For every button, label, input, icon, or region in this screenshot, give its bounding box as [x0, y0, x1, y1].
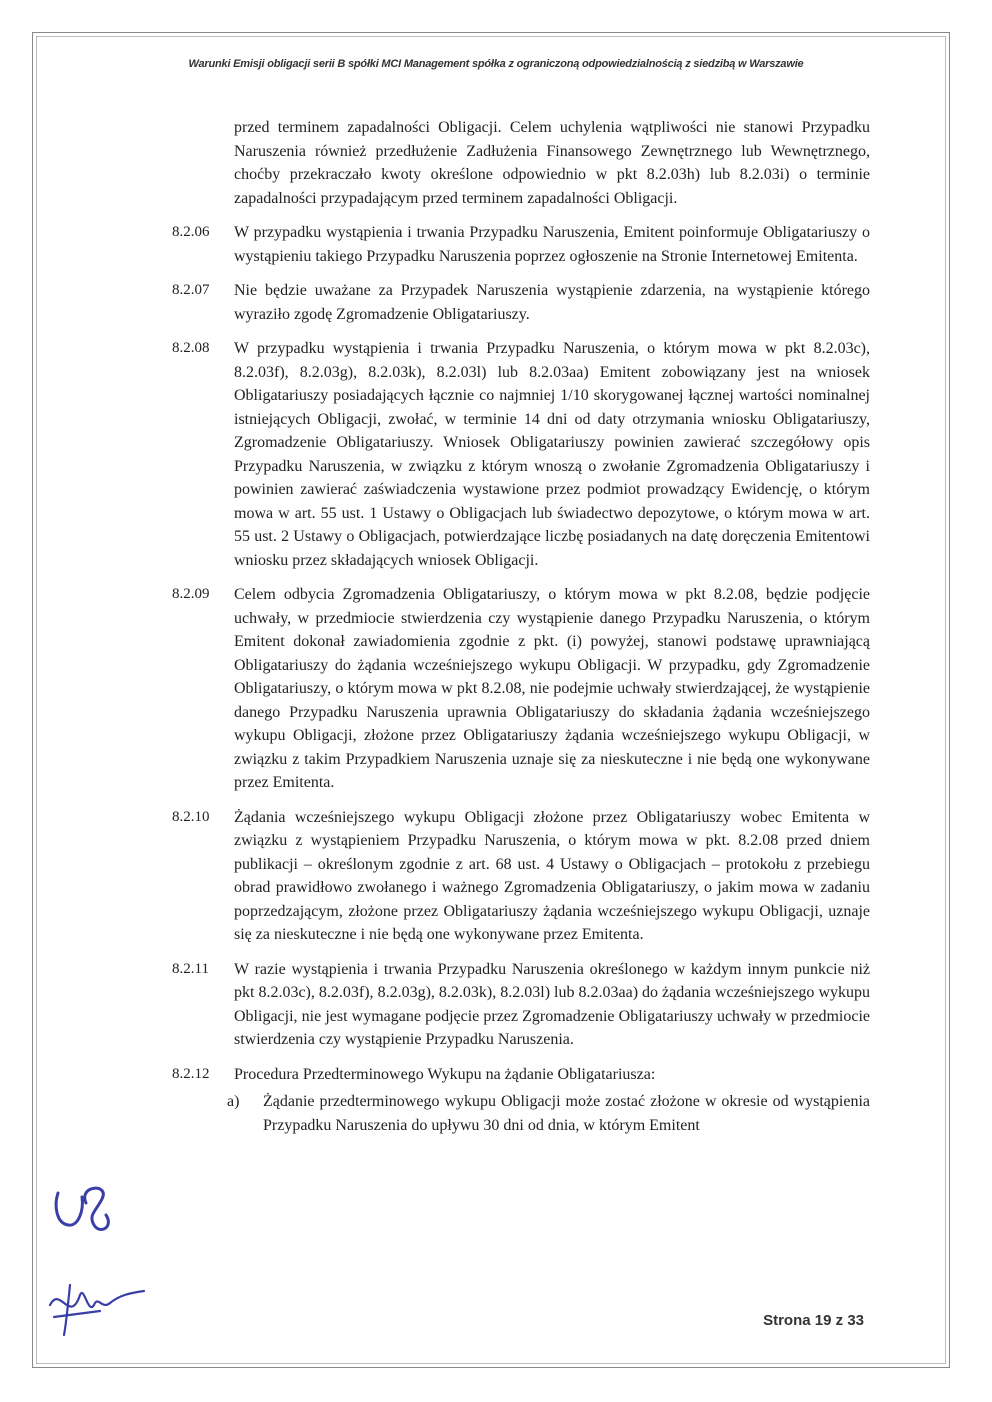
paragraph-number: 8.2.12 [172, 1065, 210, 1082]
paragraph-8-2-06 [172, 221, 870, 268]
paragraph-8-2-08 [172, 337, 870, 572]
paragraph-number: 8.2.09 [172, 586, 210, 602]
document-body [172, 116, 870, 1137]
handwritten-signature [40, 1265, 150, 1345]
paragraph-number: 8.2.06 [172, 224, 210, 240]
paragraph-text: W przypadku wystąpienia i trwania Przypadku Naruszenia, Emitent poinformuje Obligatariuszy o wystąpieniu takiego Przypadku Naruszenia poprzez ogłoszenie na Stronie Internetowej Emitenta. [234, 224, 870, 265]
paragraph-8-2-07 [172, 279, 870, 326]
total-pages: 33 [847, 1312, 864, 1329]
page-number [763, 1312, 864, 1329]
paragraph-number: 8.2.11 [172, 960, 209, 977]
handwritten-initials [40, 1175, 150, 1245]
paragraph-number: 8.2.07 [172, 282, 210, 298]
subitem-text: Żądanie przedterminowego wykupu Obligacji może zostać złożone w okresie od wystąpienia Przypadku Naruszenia do upływu 30 dni od dnia, w którym Emitent [263, 1093, 870, 1134]
paragraph-text: Żądania wcześniejszego wykupu Obligacji złożone przez Obligatariuszy wobec Emitenta w związku z wystąpieniem Przypadku Naruszenia, o którym mowa w pkt. 8.2.08 przed dniem publikacji – określonym zgodnie z art. 68 ust. 4 Ustawy o Obligacjach – protokołu z przebiegu obrad prawidłowo zwołanego i ważnego Zgromadzenia Obligatariuszy, o jakim mowa w zadaniu poprzedzającym, złożone przez Obligatariuszy żądania wcześniejszego wykupu Obligacji, uznaje się za nieskuteczne i nie będą one wykonywane przez Emitenta. [234, 808, 870, 943]
paragraph-text: W przypadku wystąpienia i trwania Przypadku Naruszenia, o którym mowa w pkt 8.2.03c), 8.2.03f), 8.2.03g), 8.2.03k), 8.2.03l) lub 8.2.03aa) Emitent zobowiązany jest na wniosek Obligatariuszy posiadających łącznie co najmniej 1/10 skorygowanej łącznej wartości nominalnej istniejących Obligacji, zwołać, w terminie 14 dni od daty otrzymania wniosku Obligatariuszy, Zgromadzenie Obligatariuszy. Wniosek Obligatariuszy powinien zawierać szczegółowy opis Przypadku Naruszenia, w związku z którym wnoszą o zwołanie Zgromadzenia Obligatariuszy i powinien zawierać zaświadczenia wystawione przez podmiot prowadzący Ewidencję, o którym mowa w art. 55 ust. 1 Ustawy o Obligacjach lub świadectwo depozytowe, o którym mowa w art. 55 ust. 2 Ustawy o Obligacjach, potwierdzające liczbę posiadanych na datę doręczenia Emitentowi wniosku przez składających wniosek Obligacji. [234, 340, 870, 569]
paragraph-text: W razie wystąpienia i trwania Przypadku Naruszenia określonego w każdym innym punkcie niż pkt 8.2.03c), 8.2.03f), 8.2.03g), 8.2.03k), 8.2.03l) lub 8.2.03aa) do żądania wcześniejszego wykupu Obligacji, nie jest wymagane podjęcie przez Zgromadzenie Obligatariuszy uchwały w przedmiocie stwierdzenia czy wystąpienie Przypadku Naruszenia. [234, 960, 870, 1048]
page-label: Strona [763, 1312, 811, 1329]
current-page: 19 [814, 1312, 832, 1329]
paragraph-text: przed terminem zapadalności Obligacji. Celem uchylenia wątpliwości nie stanowi Przypadku Naruszenia również przedłużenie Zadłużenia Finansowego Zewnętrznego lub Wewnętrznego, choćby przekraczało kwoty określone odpowiednio w pkt 8.2.03h) lub 8.2.03i) o terminie zapadalności przypadającym przed terminem zapadalności Obligacji. [234, 119, 870, 207]
paragraph-8-2-11 [172, 958, 870, 1052]
paragraph-text: Nie będzie uważane za Przypadek Naruszenia wystąpienie zdarzenia, na wystąpienie którego wyraziło zgodę Zgromadzenie Obligatariuszy. [234, 282, 870, 323]
paragraph-8-2-12 [172, 1063, 870, 1087]
document-header: Warunki Emisji obligacji serii B spółki MCI Management spółka z ograniczoną odpowiedzialnością z siedzibą w Warszawie [188, 58, 804, 70]
subitem-letter: a) [227, 1093, 240, 1110]
paragraph-8-2-09 [172, 583, 870, 795]
continuation-paragraph [172, 116, 870, 210]
paragraph-number: 8.2.08 [172, 340, 210, 356]
paragraph-text: Celem odbycia Zgromadzenia Obligatariuszy, o którym mowa w pkt 8.2.08, będzie podjęcie uchwały, w przedmiocie stwierdzenia czy wystąpienie danego Przypadku Naruszenia, o którym Emitent dokonał zawiadomienia zgodnie z pkt. (i) powyżej, stanowi podstawę uprawniającą Obligatariuszy do żądania wcześniejszego wykupu Obligacji. W przypadku, gdy Zgromadzenie Obligatariuszy, o którym mowa w pkt 8.2.08, nie podejmie uchwały stwierdzającej, że wystąpienie danego Przypadku Naruszenia uprawnia Obligatariuszy do składania żądania wcześniejszego wykupu Obligacji, złożone przez Obligatariuszy żądania wcześniejszego wykupu Obligacji, w związku z takim Przypadkiem Naruszenia uznaje się za nieskuteczne i nie będą one wykonywane przez Emitenta. [234, 586, 870, 791]
paragraph-text: Procedura Przedterminowego Wykupu na żądanie Obligatariusza: [234, 1065, 656, 1083]
subitem-a [172, 1090, 870, 1137]
paragraph-8-2-10 [172, 806, 870, 947]
paragraph-number: 8.2.10 [172, 808, 210, 825]
page-separator: z [835, 1312, 844, 1329]
